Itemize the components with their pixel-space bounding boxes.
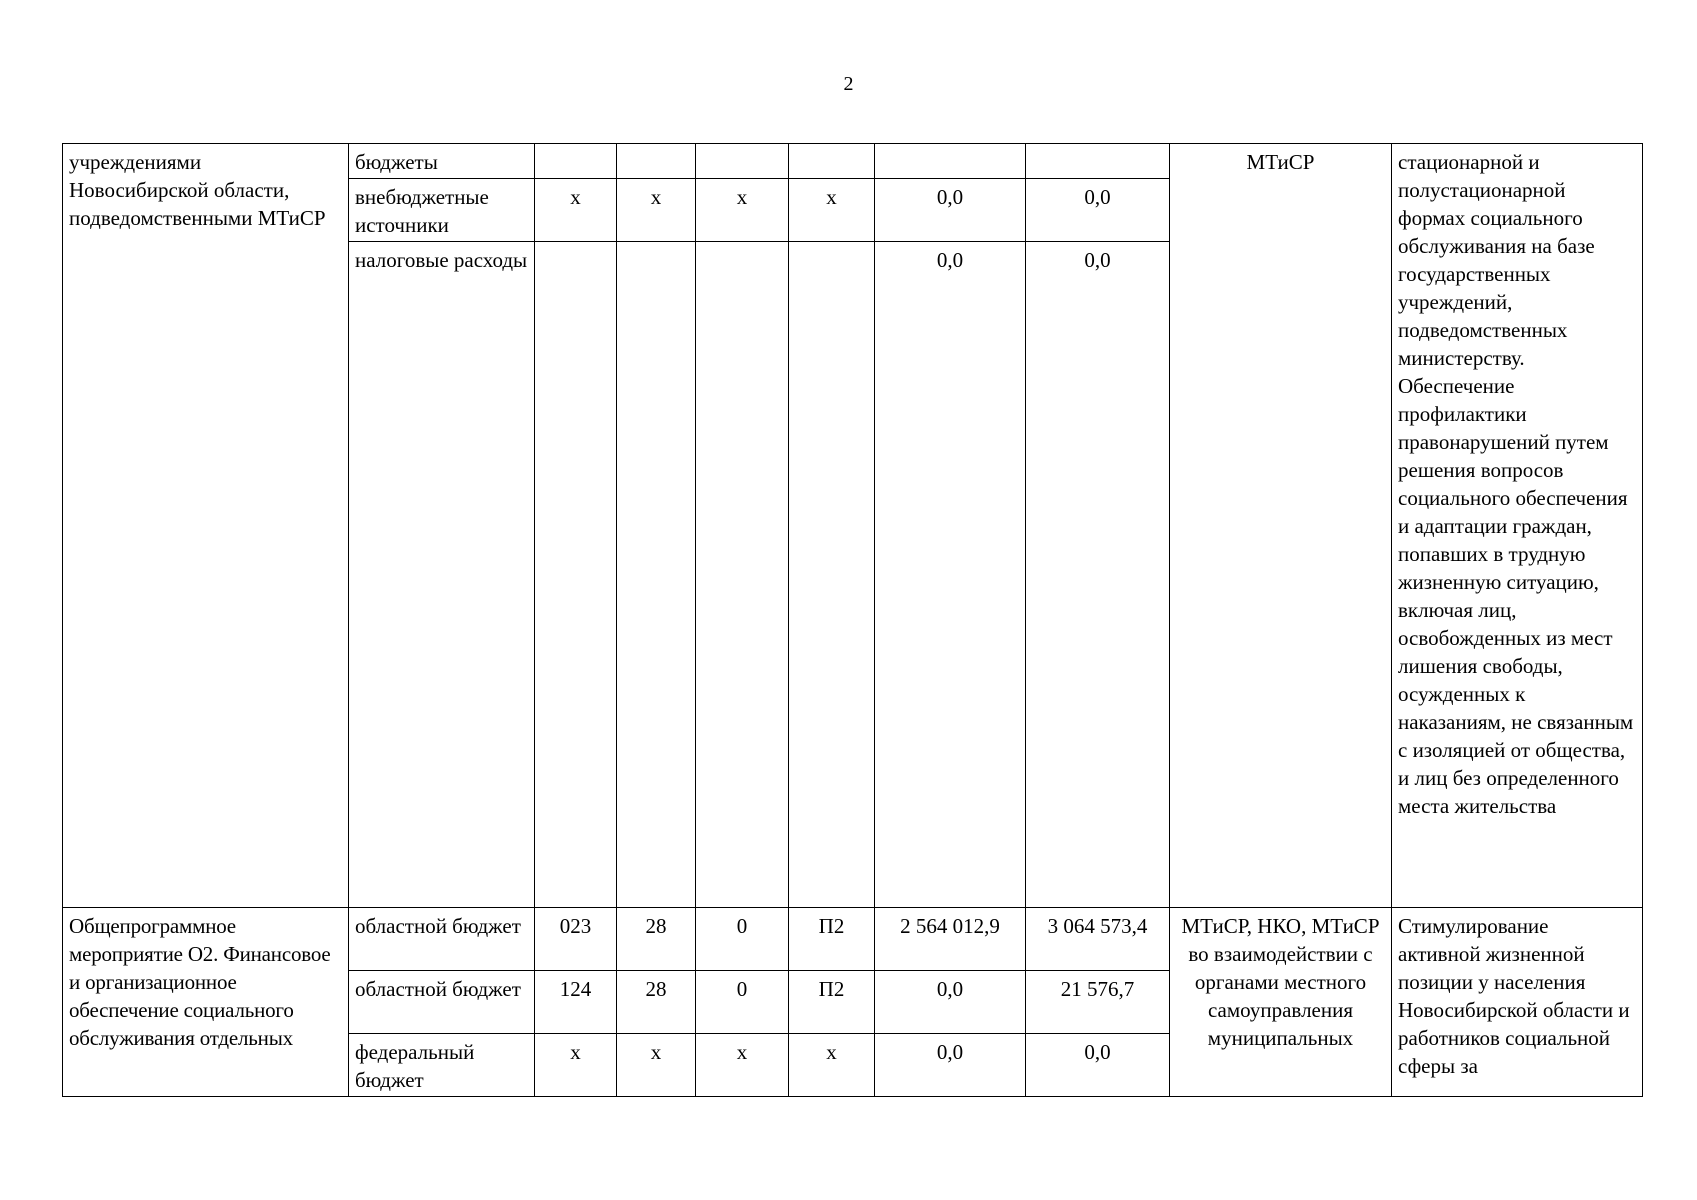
code-cell: х (789, 179, 875, 242)
value-cell: 0,0 (875, 971, 1026, 1034)
code-cell: 28 (617, 908, 696, 971)
funding-source: внебюджетные источники (349, 179, 535, 242)
value-cell (1026, 144, 1170, 179)
code-cell: х (789, 1034, 875, 1097)
funding-source: налоговые расходы (349, 242, 535, 908)
expected-result: стационарной и полустационарной формах социального обслуживания на базе государственных учреждений, подведомственных министерству. Обеспечение профилактики правонарушений путем решения вопросов социального обеспечения и адаптации граждан, попавших в трудную жизненную ситуацию, включая лиц, освобожденных из мест лишения свободы, осужденных к наказаниям, не связанным с изоляцией от общества, и лиц без определенного места жительства (1392, 144, 1643, 908)
value-cell: 0,0 (1026, 1034, 1170, 1097)
code-cell (696, 242, 789, 908)
funding-source: федеральный бюджет (349, 1034, 535, 1097)
activity-description: Общепрограммное мероприятие О2. Финансовое и организационное обеспечение социального обслуживания отдельных (63, 908, 349, 1097)
table-row (63, 144, 1643, 179)
value-cell: 0,0 (875, 242, 1026, 908)
value-cell: 0,0 (875, 1034, 1026, 1097)
value-cell: 3 064 573,4 (1026, 908, 1170, 971)
table-row (63, 908, 1643, 971)
code-cell (789, 144, 875, 179)
funding-source: бюджеты (349, 144, 535, 179)
activity-description: учреждениями Новосибирской области, подведомственными МТиСР (63, 144, 349, 908)
code-cell: 124 (535, 971, 617, 1034)
code-cell: П2 (789, 908, 875, 971)
program-table (62, 143, 1643, 1097)
code-cell: 0 (696, 908, 789, 971)
funding-source: областной бюджет (349, 971, 535, 1034)
executor-cell: МТиСР, НКО, МТиСР во взаимодействии с органами местного самоуправления муниципальных (1170, 908, 1392, 1097)
code-cell: 28 (617, 971, 696, 1034)
value-cell: 2 564 012,9 (875, 908, 1026, 971)
page-number: 2 (843, 73, 854, 95)
code-cell (696, 144, 789, 179)
code-cell (617, 144, 696, 179)
code-cell: х (696, 179, 789, 242)
code-cell: х (617, 179, 696, 242)
value-cell: 0,0 (1026, 242, 1170, 908)
value-cell: 0,0 (1026, 179, 1170, 242)
code-cell (789, 242, 875, 908)
value-cell: 0,0 (875, 179, 1026, 242)
value-cell (875, 144, 1026, 179)
code-cell: П2 (789, 971, 875, 1034)
code-cell: х (535, 179, 617, 242)
code-cell: 023 (535, 908, 617, 971)
code-cell (535, 144, 617, 179)
executor-cell: МТиСР (1170, 144, 1392, 908)
code-cell: х (535, 1034, 617, 1097)
funding-source: областной бюджет (349, 908, 535, 971)
code-cell (535, 242, 617, 908)
value-cell: 21 576,7 (1026, 971, 1170, 1034)
code-cell: х (617, 1034, 696, 1097)
code-cell: 0 (696, 971, 789, 1034)
expected-result: Стимулирование активной жизненной позиции у населения Новосибирской области и работников социальной сферы за (1392, 908, 1643, 1097)
code-cell: х (696, 1034, 789, 1097)
code-cell (617, 242, 696, 908)
